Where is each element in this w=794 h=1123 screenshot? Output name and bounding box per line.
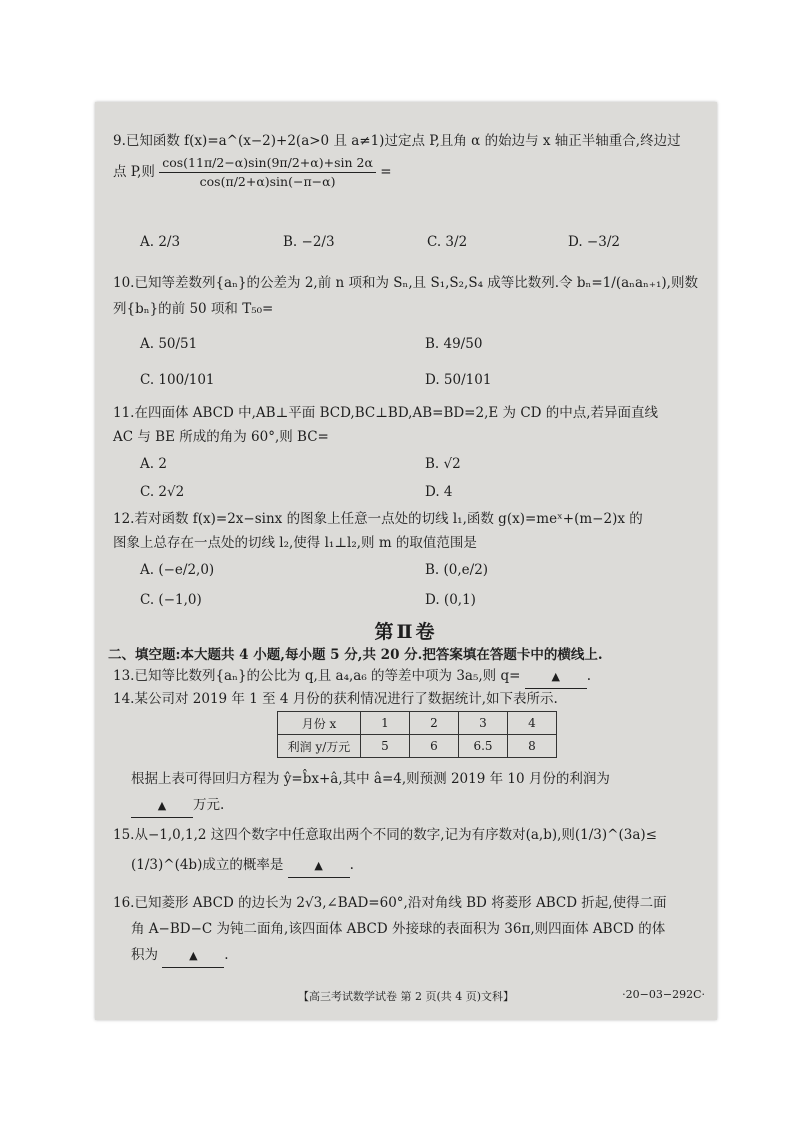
table-cell: 5: [361, 735, 410, 758]
question-13: 13.已知等比数列{aₙ}的公比为 q,且 a₄,a₆ 的等差中项为 3a₅,则 q= ▲ .: [113, 665, 703, 689]
question-10-line-2: 列{bₙ}的前 50 项和 T₅₀=: [113, 301, 274, 317]
table-header-cell: 月份 x: [278, 712, 361, 735]
table-row: [278, 712, 557, 735]
answer-blank-16: [162, 944, 224, 968]
table-cell: 8: [508, 735, 557, 758]
answer-blank-14: [131, 794, 193, 818]
triangle-icon: ▲: [157, 799, 167, 812]
question-11-line-1: 11.在四面体 ABCD 中,AB⊥平面 BCD,BC⊥BD,AB=BD=2,E 为 CD 的中点,若异面直线: [113, 405, 659, 421]
triangle-icon: ▲: [189, 949, 198, 962]
question-12-option-a: A. (−e/2,0): [140, 562, 215, 578]
question-9-fraction: [159, 154, 376, 191]
question-12-option-b: B. (0,e/2): [425, 562, 489, 578]
exam-page: [95, 102, 717, 1020]
page-footer: 【高三考试数学试卷 第 2 页(共 4 页)文科】: [297, 990, 515, 1003]
question-11-option-c: C. 2√2: [140, 484, 185, 500]
question-9-option-c: C. 3/2: [427, 234, 468, 250]
section-title: 第Ⅱ卷: [374, 621, 438, 643]
question-10-option-a: A. 50/51: [140, 336, 198, 352]
question-11-option-b: B. √2: [425, 456, 461, 472]
triangle-icon: ▲: [551, 670, 560, 683]
question-10-option-d: D. 50/101: [425, 372, 492, 388]
question-12-line-2: 图象上总存在一点处的切线 l₂,使得 l₁⊥l₂,则 m 的取值范围是: [113, 535, 477, 551]
question-16-line-3: 积为 ▲ .: [131, 944, 717, 968]
answer-blank-13: [525, 665, 587, 689]
question-15-line-1: 15.从−1,0,1,2 这四个数字中任意取出两个不同的数字,记为有序数对(a,b),则(1/3)^(3a)≤: [113, 827, 657, 843]
question-10-option-b: B. 49/50: [425, 336, 483, 352]
question-9-option-d: D. −3/2: [568, 234, 620, 250]
question-9-numerator: cos(11π/2−α)sin(9π/2+α)+sin 2α: [159, 154, 376, 173]
question-14-line-2: 根据上表可得回归方程为 ŷ=b̂x+â,其中 â=4,则预测 2019 年 10 月份的利润为: [131, 771, 610, 787]
table-cell: 6.5: [459, 735, 508, 758]
triangle-icon: ▲: [314, 859, 323, 872]
question-9-line-2: 点 P,则 $\frac{\cos(11\pi/2-\alpha)\sin(9\pi/2+\alpha)+\sin 2\alpha}{\cos(\pi/2+\alpha)\sin(-\pi-\alpha)}$ =: [113, 155, 392, 189]
question-15-line-2: (1/3)^(4b)成立的概率是 ▲ .: [131, 854, 717, 878]
exam-code: ·20−03−292C·: [622, 988, 705, 1001]
question-9-option-b: B. −2/3: [283, 234, 335, 250]
table-header-cell: 利润 y/万元: [278, 735, 361, 758]
fill-in-header: 二、填空题:本大题共 4 小题,每小题 5 分,共 20 分.把答案填在答题卡中的横线上.: [108, 647, 603, 663]
question-9-line-1: 9.已知函数 f(x)=a^(x−2)+2(a>0 且 a≠1)过定点 P,且角 α 的始边与 x 轴正半轴重合,终边过: [113, 133, 681, 149]
question-14-line-3: ▲ 万元.: [131, 794, 717, 818]
table-cell: 3: [459, 712, 508, 735]
question-12-option-d: D. (0,1): [425, 592, 476, 608]
question-11-line-2: AC 与 BE 所成的角为 60°,则 BC=: [113, 429, 329, 445]
table-cell: 2: [410, 712, 459, 735]
table-cell: 4: [508, 712, 557, 735]
question-14-line-1: 14.某公司对 2019 年 1 至 4 月份的获利情况进行了数据统计,如下表所示.: [113, 691, 558, 707]
question-10-line-1: 10.已知等差数列{aₙ}的公差为 2,前 n 项和为 Sₙ,且 S₁,S₂,S₄ 成等比数列.令 bₙ=1/(aₙaₙ₊₁),则数: [113, 275, 698, 291]
table-cell: 1: [361, 712, 410, 735]
table-cell: 6: [410, 735, 459, 758]
table-row: [278, 735, 557, 758]
question-9-denominator: cos(π/2+α)sin(−π−α): [199, 174, 336, 189]
question-9-option-a: A. 2/3: [140, 234, 181, 250]
question-11-option-a: A. 2: [140, 456, 167, 472]
question-12-option-c: C. (−1,0): [140, 592, 202, 608]
profit-table: [277, 711, 557, 758]
question-16-line-1: 16.已知菱形 ABCD 的边长为 2√3,∠BAD=60°,沿对角线 BD 将菱形 ABCD 折起,使得二面: [113, 895, 667, 911]
question-12-line-1: 12.若对函数 f(x)=2x−sinx 的图象上任意一点处的切线 l₁,函数 g(x)=meˣ+(m−2)x 的: [113, 511, 643, 527]
answer-blank-15: [288, 854, 350, 878]
question-10-option-c: C. 100/101: [140, 372, 215, 388]
question-11-option-d: D. 4: [425, 484, 453, 500]
question-16-line-2: 角 A−BD−C 为钝二面角,该四面体 ABCD 外接球的表面积为 36π,则四面体 ABCD 的体: [131, 921, 666, 937]
